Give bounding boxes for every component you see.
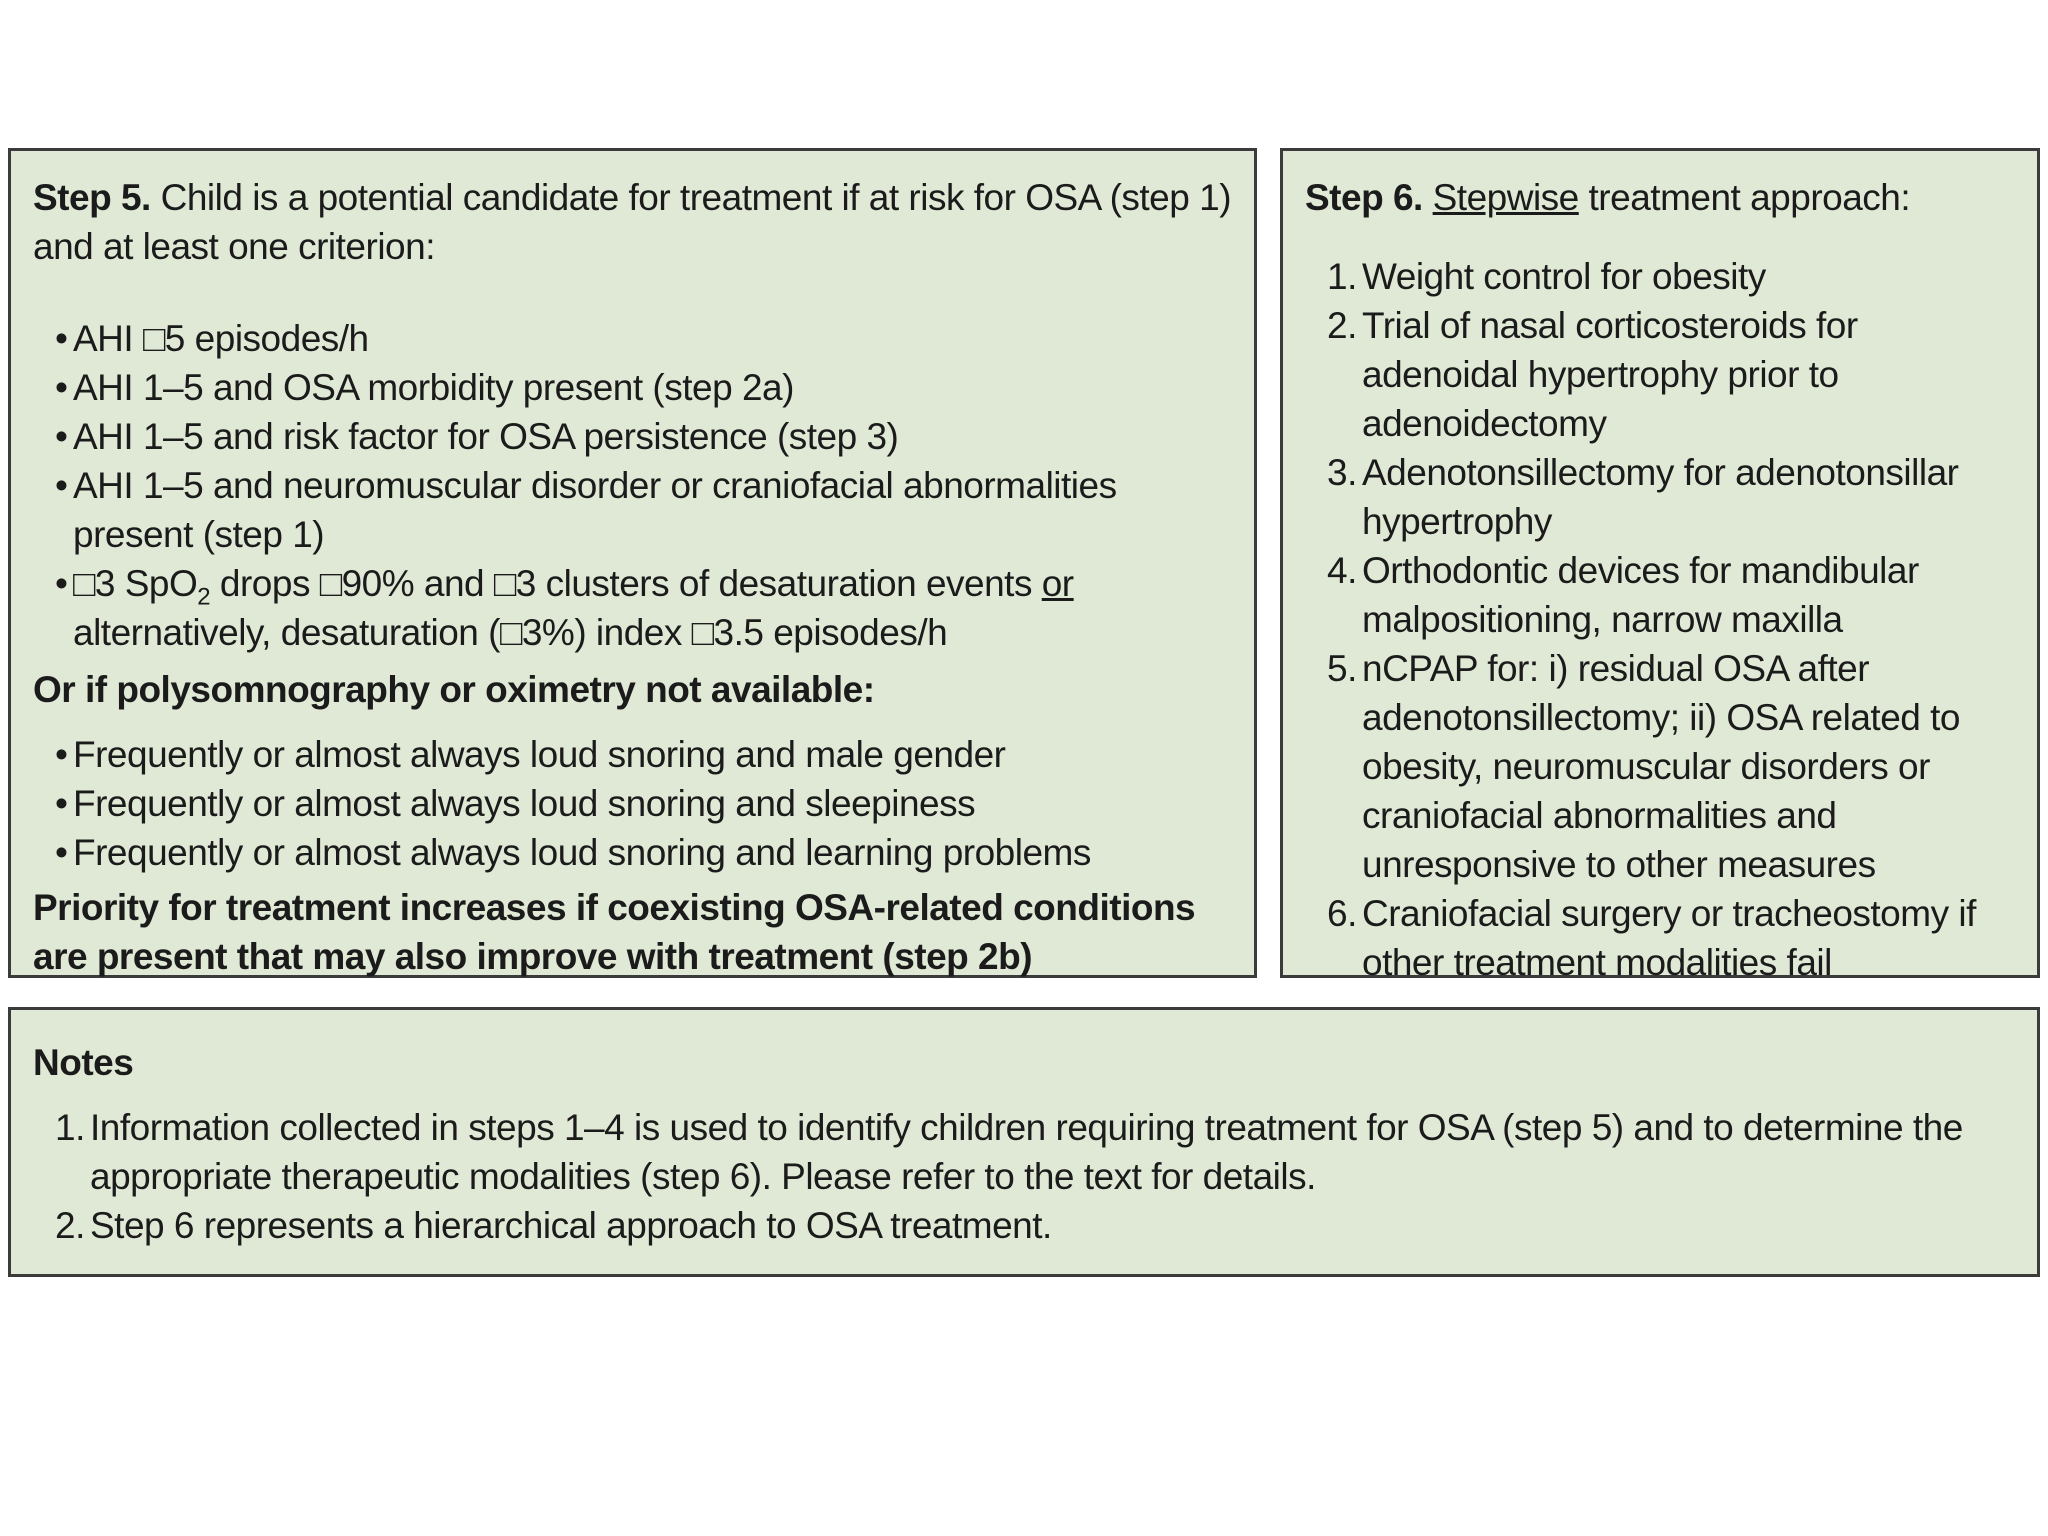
step6-treatment-list <box>1305 252 2015 987</box>
step6-heading <box>1305 173 2015 222</box>
step5-alt-criteria-list <box>33 730 1232 877</box>
treatment-text: Craniofacial surgery or tracheostomy if other treatment modalities fail <box>1362 893 1976 983</box>
criterion-item: • AHI 1–5 and neuromuscular disorder or craniofacial abnormalities present (step 1) <box>55 461 1232 559</box>
note-text: Information collected in steps 1–4 is used to identify children requiring treatment for OSA (step 5) and to determine the appropriate therapeutic modalities (step 6). Please refer to the text for details. <box>90 1107 1963 1197</box>
treatment-number: 3. <box>1327 452 1357 493</box>
treatment-number: 6. <box>1327 893 1357 934</box>
step5-heading-label: Step 5. <box>33 177 151 218</box>
note-item <box>55 1103 2015 1201</box>
treatment-text: nCPAP for: i) residual OSA after adenotonsillectomy; ii) OSA related to obesity, neuromuscular disorders or craniofacial abnormalities and unresponsive to other measures <box>1362 648 1960 885</box>
treatment-number: 4. <box>1327 550 1357 591</box>
treatment-text: Weight control for obesity <box>1362 256 1766 297</box>
criterion-item: • AHI 1–5 and OSA morbidity present (step 2a) <box>55 363 1232 412</box>
step5-alt-heading: Or if polysomnography or oximetry not available: <box>33 669 875 710</box>
notes-heading: Notes <box>33 1042 134 1083</box>
step5-panel <box>8 148 1257 978</box>
treatment-number: 1. <box>1327 256 1357 297</box>
treatment-item <box>1327 546 2015 644</box>
step6-panel <box>1280 148 2040 983</box>
alt-criterion-item: • Frequently or almost always loud snoring and sleepiness <box>55 779 1232 828</box>
notes-list <box>33 1103 2015 1250</box>
treatment-number: 5. <box>1327 648 1357 689</box>
spo2-part2: drops □90% and □3 clusters of desaturation events <box>210 563 1042 604</box>
spo2-or-word: or <box>1041 563 1074 604</box>
step6-heading-label: Step 6. <box>1305 177 1423 218</box>
note-item <box>55 1201 2015 1250</box>
treatment-text: Trial of nasal corticosteroids for adenoidal hypertrophy prior to adenoidectomy <box>1362 305 1858 444</box>
spo2-subscript: 2 <box>197 583 211 611</box>
step6-heading-underlined: Stepwise <box>1432 177 1579 218</box>
alt-criterion-item: • Frequently or almost always loud snoring and male gender <box>55 730 1232 779</box>
notes-panel <box>8 1007 2040 1277</box>
treatment-text: Orthodontic devices for mandibular malpositioning, narrow maxilla <box>1362 550 1919 640</box>
note-number: 2. <box>55 1205 85 1246</box>
spo2-part1: □3 SpO <box>73 563 198 604</box>
note-number: 1. <box>55 1107 85 1148</box>
step5-intro-text: Child is a potential candidate for treatment if at risk for OSA (step 1) and at least one criterion: <box>33 177 1232 267</box>
step5-priority-note: Priority for treatment increases if coexisting OSA-related conditions are present that may also improve with treatment (step 2b) <box>33 887 1196 977</box>
treatment-item <box>1327 448 2015 546</box>
treatment-item <box>1327 889 2015 987</box>
treatment-item <box>1327 252 2015 301</box>
alt-criterion-item: • Frequently or almost always loud snoring and learning problems <box>55 828 1232 877</box>
treatment-item <box>1327 644 2015 889</box>
step6-heading-rest: treatment approach: <box>1578 177 1911 218</box>
criterion-item-spo2 <box>55 559 1232 657</box>
spo2-part3: alternatively, desaturation (□3%) index □3.5 episodes/h <box>73 612 948 653</box>
step5-intro <box>33 173 1232 271</box>
treatment-text: Adenotonsillectomy for adenotonsillar hypertrophy <box>1362 452 1959 542</box>
criterion-item: • AHI 1–5 and risk factor for OSA persistence (step 3) <box>55 412 1232 461</box>
step5-criteria-list <box>33 314 1232 657</box>
treatment-item <box>1327 301 2015 448</box>
criterion-item: • AHI □5 episodes/h <box>55 314 1232 363</box>
note-text: Step 6 represents a hierarchical approach to OSA treatment. <box>90 1205 1052 1246</box>
treatment-number: 2. <box>1327 305 1357 346</box>
